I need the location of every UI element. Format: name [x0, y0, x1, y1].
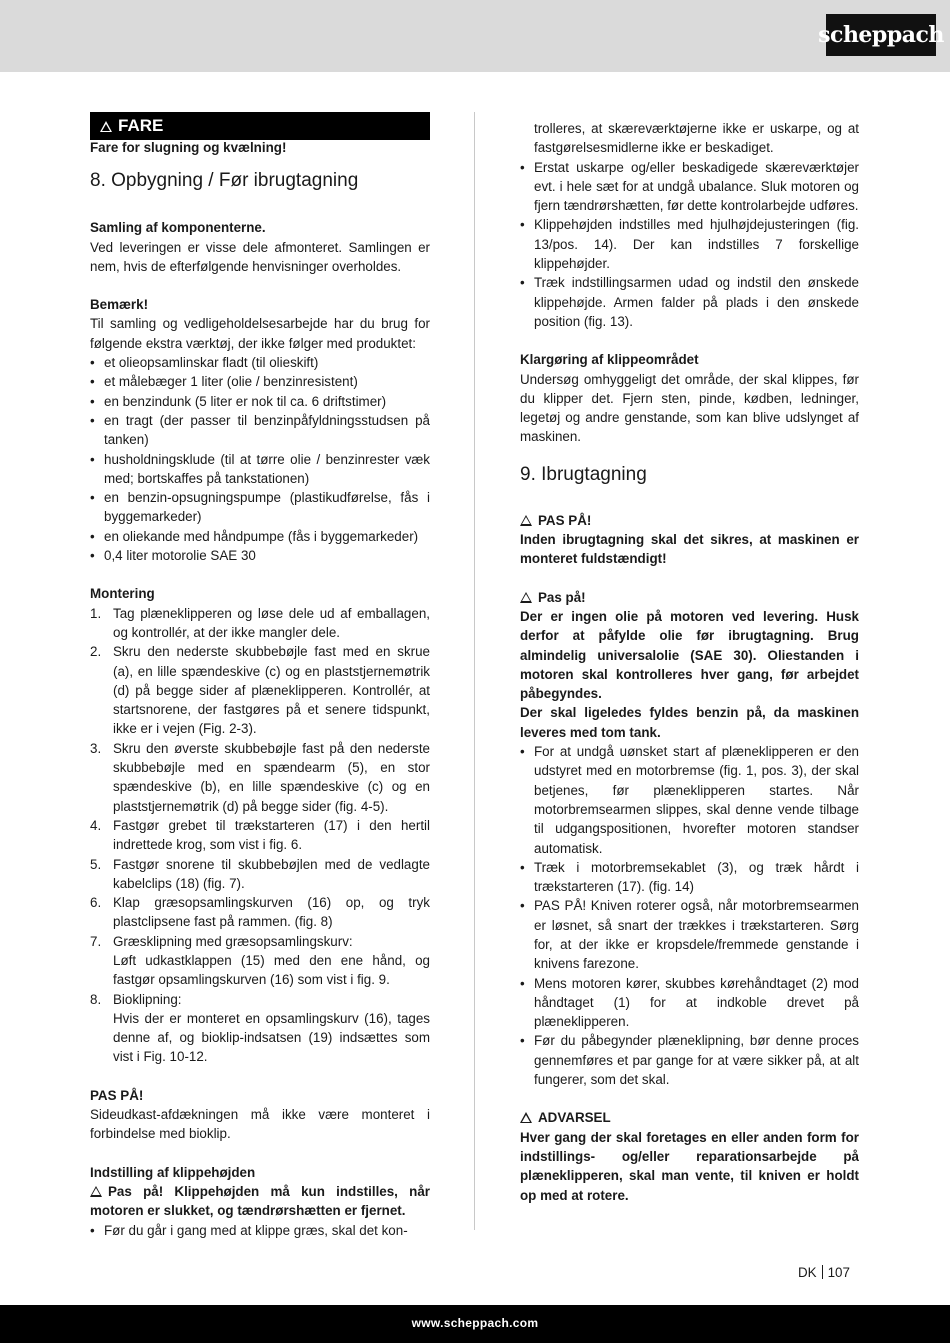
list-item: 3. Skru den øverste skubbebøjle fast på den nederste skubbebøjle med en spændearm (5), en stor spændeskive (b), en lille spændeskive (c) og en plaststjernemøtrik (d) på begge sider (fig. 4-5).: [90, 740, 430, 814]
footer-bar: [0, 1305, 950, 1343]
advarsel-title: ADVARSEL: [520, 1108, 859, 1127]
mounting-steps: [90, 604, 430, 1067]
prep-text: Undersøg omhyggeligt det område, der skal klippes, før du klipper det. Fjern sten, pinde, kødben, ledninger, legetøj og andre genstande, som kan blive udslynget af maskinen.: [520, 371, 859, 445]
list-item: • et målebæger 1 liter (olie / benzinresistent): [90, 372, 430, 391]
list-item: 6. Klap græsopsamlingskurven (16) op, og tryk plastclipsene fast på rammen. (fig. 8): [90, 895, 430, 930]
warning-triangle-icon: [100, 121, 112, 132]
right-column: [520, 119, 859, 1205]
note-text: Til samling og vedligeholdelsesarbejde har du brug for følgende ekstra værktøj, der ikke følger med produktet:: [90, 316, 430, 351]
list-item: 7. Græsklipning med græsopsamlingskurv: Løft udkastklappen (15) med den ene hånd, og fastgør opsamlingskurven (16) som vist i fig. 9.: [90, 933, 430, 988]
section-8-title: 8. Opbygning / Før ibrugtagning: [90, 170, 359, 192]
danger-text: Fare for slugning og kvælning!: [90, 140, 287, 155]
warning-2-text: Der er ingen olie på motoren ved levering. Husk derfor at påfylde olie før ibrugtagning. Brug almindelig universalolie (SAE 30). Oliestanden i motoren skal kontrolleres hver gang, før arbejdet påbegyndes.: [520, 608, 859, 702]
warning-triangle-icon: [520, 1112, 532, 1123]
list-item: • en benzin-opsugningspumpe (plastikudførelse, fås i byggemarkeder): [90, 488, 430, 527]
continued-text: trolleres, at skæreværktøjerne ikke er uskarpe, og at fastgørelsesmidlerne ikke er beskadiget.: [534, 121, 859, 156]
warning-2-text-2: Der skal ligeledes fyldes benzin på, da maskinen leveres med tom tank.: [520, 705, 859, 740]
list-item: • Erstat uskarpe og/eller beskadigede skæreværktøjer evt. i hele sæt for at undgå ubalance. Sluk motoren og fjern tændrørshætten, før dette kontrolarbejde udføres.: [520, 158, 859, 216]
warning-triangle-icon: [520, 592, 532, 603]
list-item: 8. Bioklipning: Hvis der er monteret en opsamlingskurv (16), tages denne af, og bioklip-indsatsen (19) indsættes som vist i Fig. 10-12.: [90, 991, 430, 1065]
list-item: • en oliekande med håndpumpe (fås i byggemarkeder): [90, 527, 430, 546]
warning-1-text: Inden ibrugtagning skal det sikres, at maskinen er monteret fuldstændigt!: [520, 532, 859, 567]
warning-1-title: PAS PÅ!: [520, 511, 859, 530]
assembly-text: Ved leveringen er visse dele afmonteret. Samlingen er nem, hvis de efterfølgende henvisninger overholdes.: [90, 239, 430, 274]
caution-heading: PAS PÅ!: [90, 1087, 144, 1103]
list-item: • Før du går i gang med at klippe græs, skal det kon-: [90, 1221, 430, 1240]
list-item: • Træk i motorbremsekablet (3), og træk hårdt i trækstarteren (17). (fig. 14): [520, 858, 859, 897]
page-number-value: 107: [827, 1265, 850, 1280]
brand-logo: scheppach: [826, 14, 936, 56]
list-item: • Klippehøjden indstilles med hjulhøjdejusteringen (fig. 13/pos. 14). Der kan indstilles 7 forskellige klippehøjder.: [520, 215, 859, 273]
startup-list: [520, 742, 859, 1089]
list-item: 1. Tag plæneklipperen og løse dele ud af emballagen, og kontrollér, at der ikke mangler dele.: [90, 605, 430, 640]
list-item: 4. Fastgør grebet til trækstarteren (17) i den hertil indrettede krog, som vist i fig. 6.: [90, 817, 430, 853]
danger-banner: [90, 112, 430, 140]
prep-heading: Klargøring af klippeområdet: [520, 352, 699, 368]
list-item: • Mens motoren kører, skubbes kørehåndtaget (2) mod håndtaget (1) for at indkoble drevet på plæneklipperen.: [520, 974, 859, 1032]
list-item: 2. Skru den nederste skubbebøjle fast med en skrue (a), en lille spændeskive (c) og en plaststjernemøtrik (d) på begge sider af plæneklipperen. Kontrollér, at startsnorene, der fastgøres på et senere tidspunkt, ikke er i vejen (Fig. 2-3).: [90, 644, 430, 737]
list-item: • husholdningsklude (til at tørre olie / benzinrester væk med; bortskaffes på tankstationen): [90, 450, 430, 489]
assembly-heading: Samling af komponenterne.: [90, 220, 266, 236]
column-divider: [474, 112, 475, 1230]
caution-text: Sideudkast-afdækningen må ikke være monteret i forbindelse med bioklip.: [90, 1107, 430, 1142]
blade-check-list: [520, 158, 859, 332]
cut-height-warning: Pas på! Klippehøjden må kun indstilles, når motoren er slukket, og tændrørshætten er fjernet.: [90, 1183, 430, 1219]
left-column: [90, 112, 430, 1240]
danger-title: FARE: [118, 116, 164, 135]
footer-url: www.scheppach.com: [411, 1316, 539, 1330]
list-item: • For at undgå uønsket start af plæneklipperen er den udstyret med en motorbremse (fig. 1, pos. 3), der skal betjenes, før plæneklipperen startes. Når motorbremsearmen slippes, skal denne vende tilbage til udgangspositionen, hvorefter motoren standser automatisk.: [520, 742, 859, 858]
page-number: [798, 1265, 850, 1280]
advarsel-text: Hver gang der skal foretages en eller anden form for indstillings- og/eller reparationsarbejde på plæneklipperen, skal man vente, til kniven er holdt op med at rotere.: [520, 1129, 859, 1203]
cut-height-list: [90, 1221, 430, 1240]
warning-triangle-icon: [520, 515, 532, 526]
list-item: • en tragt (der passer til benzinpåfyldningsstudsen på tanken): [90, 411, 430, 450]
mounting-heading: Montering: [90, 586, 155, 602]
list-item: • 0,4 liter motorolie SAE 30: [90, 546, 430, 565]
list-item: • Før du påbegynder plæneklipning, bør denne proces gennemføres et par gange for at være sikker på, at alt fungerer, som det skal.: [520, 1031, 859, 1089]
section-9-title: 9. Ibrugtagning: [520, 463, 647, 485]
page-lang: DK: [798, 1265, 817, 1280]
note-heading: Bemærk!: [90, 297, 149, 313]
list-item: 5. Fastgør snorene til skubbebøjlen med de vedlagte kabelclips (18) (fig. 7).: [90, 856, 430, 891]
list-item: • Træk indstillingsarmen udad og indstil den ønskede klippehøjde. Armen falder på plads i den ønskede position (fig. 13).: [520, 273, 859, 331]
list-item: • en benzindunk (5 liter er nok til ca. 6 driftstimer): [90, 392, 430, 411]
cut-height-heading: Indstilling af klippehøjden: [90, 1164, 256, 1180]
list-item: • PAS PÅ! Kniven roterer også, når motorbremsearmen er løsnet, så snart der trækkes i trækstarteren. Sørg for, at der ikke er kropsdele/fremmede genstande i knivens farezone.: [520, 896, 859, 973]
warning-triangle-icon: [90, 1186, 102, 1197]
tools-list: [90, 353, 430, 565]
list-item: • et olieopsamlinskar fladt (til olieskift): [90, 353, 430, 372]
header-bar: [0, 0, 950, 72]
page-separator: [822, 1265, 823, 1279]
warning-2-title: Pas på!: [520, 588, 859, 607]
